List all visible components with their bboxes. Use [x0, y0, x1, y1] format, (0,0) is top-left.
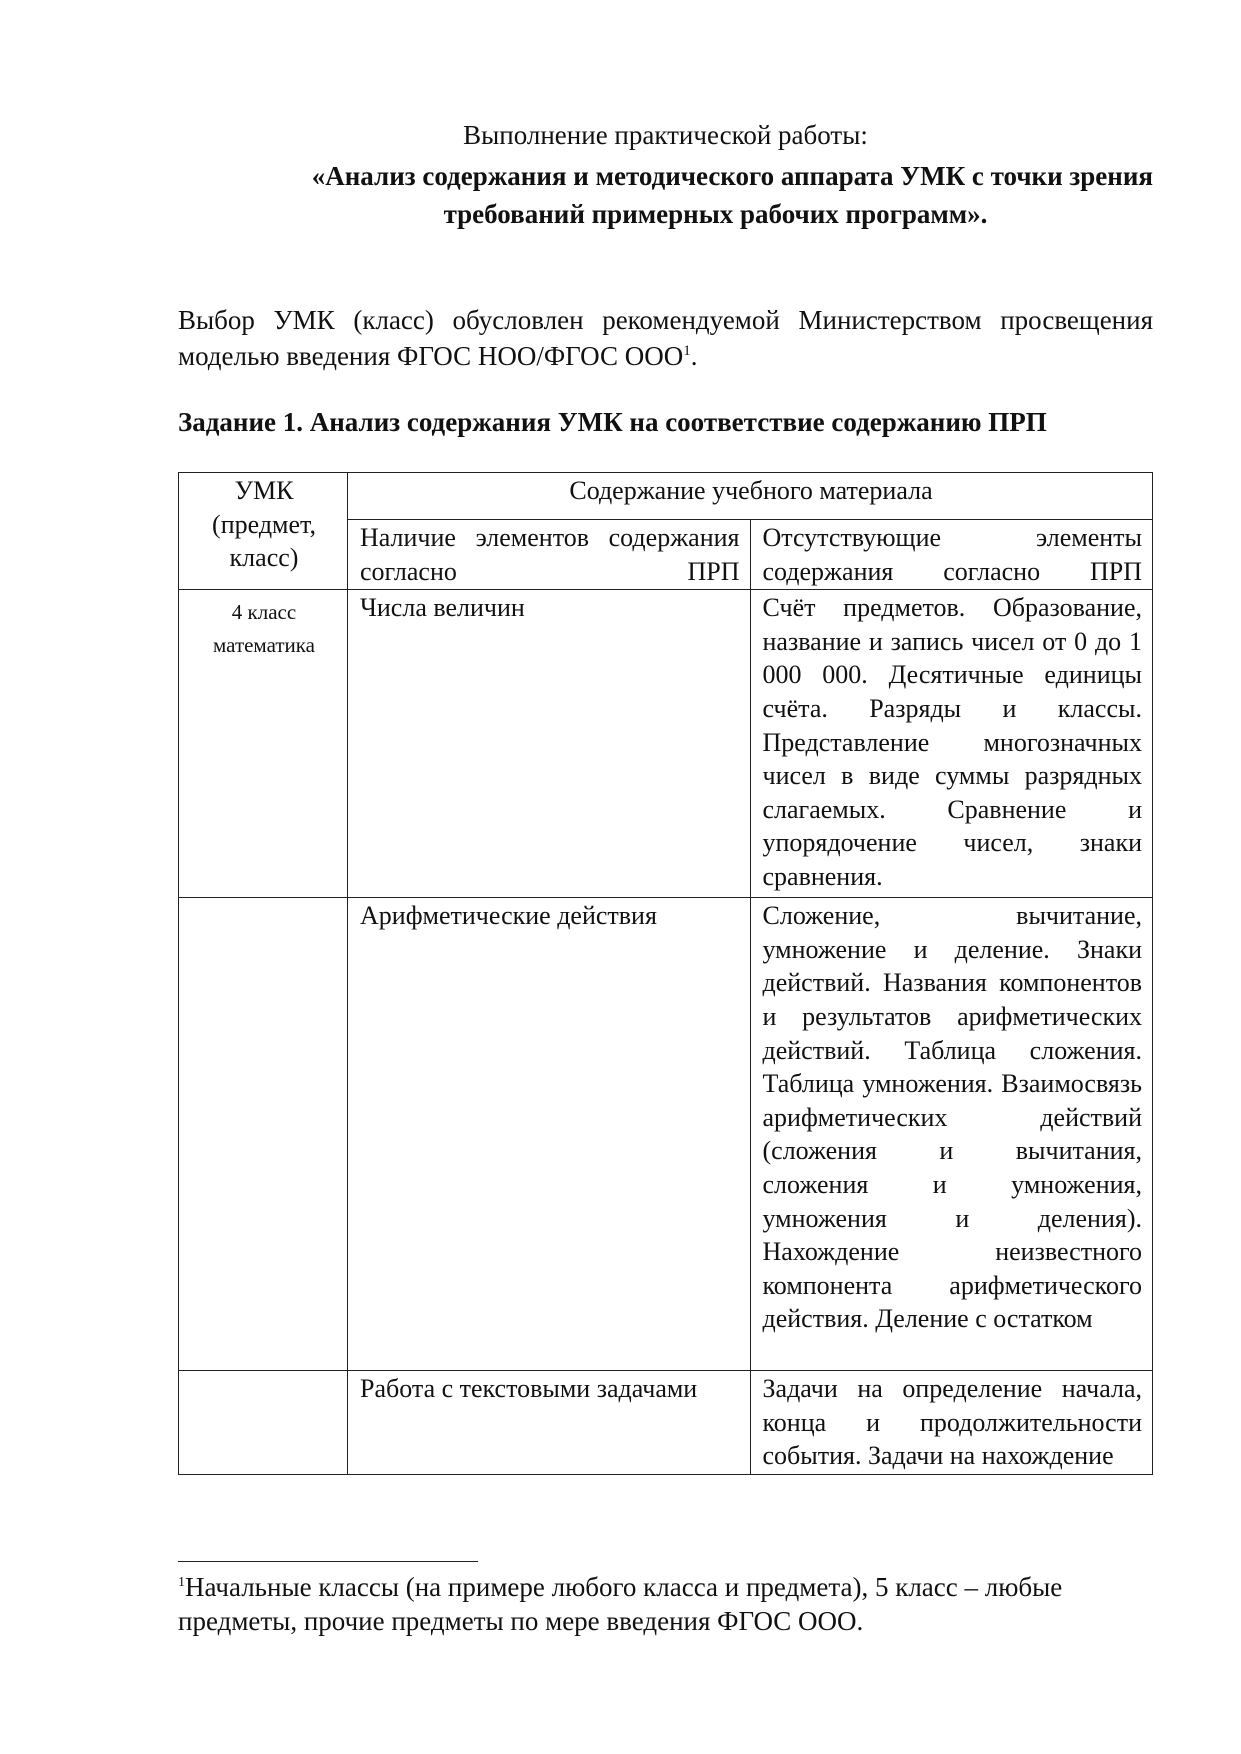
present-cell: Работа с текстовыми задачами: [348, 1371, 751, 1475]
table-header-row: [179, 473, 1153, 520]
footnote-marker: 1: [178, 1575, 185, 1590]
footnote-text: Начальные классы (на примере любого класса и предмета), 5 класс – любые предметы, прочие предметы по мере введения ФГОС ООО.: [178, 1572, 1063, 1636]
umk-subject: математика: [213, 633, 315, 658]
present-cell: Арифметические действия: [348, 898, 751, 1371]
umk-cell: [179, 898, 348, 1371]
work-title-line-2: требований примерных рабочих программ».: [443, 199, 988, 229]
header-content: Содержание учебного материала: [348, 473, 1153, 520]
missing-cell: Счёт предметов. Образование, название и запись чисел от 0 до 1 000 000. Десятичные единицы счёта. Разряды и классы. Представление многозначных чисел в виде суммы разрядных слагаемых. Сравнение и упорядочение чисел, знаки сравнения.: [750, 590, 1153, 898]
intro-paragraph: [178, 302, 1153, 374]
missing-cell: Сложение, вычитание, умножение и деление. Знаки действий. Названия компонентов и результатов арифметических действий. Таблица сложения. Таблица умножения. Взаимосвязь арифметических действий (сложения и вычитания, сложения и умножения, умножения и деления). Нахождение неизвестного компонента арифметического действия. Деление с остатком: [750, 898, 1153, 1371]
header-missing: Отсутствующие элементы содержания согласно ПРП: [750, 520, 1153, 590]
missing-cell: Задачи на определение начала, конца и продолжительности события. Задачи на нахождение: [750, 1371, 1153, 1475]
umk-cell: [179, 590, 348, 898]
present-cell: Числа величин: [348, 590, 751, 898]
umk-analysis-table: [178, 472, 1153, 1475]
table-row: [179, 898, 1153, 1371]
intro-end: .: [690, 341, 698, 371]
umk-cell: [179, 1371, 348, 1475]
work-title-line-1: «Анализ содержания и методического аппарата УМК с точки зрения: [311, 161, 1153, 191]
practical-work-heading: Выполнение практической работы:: [463, 120, 868, 150]
header-present: Наличие элементов содержания согласно ПРП: [348, 520, 751, 590]
header-umk: УМК (предмет, класс): [179, 473, 348, 590]
footnote: [178, 1570, 1153, 1638]
footnote-reference: 1: [683, 343, 691, 359]
work-title: [178, 157, 1153, 233]
umk-class: 4 класс: [231, 600, 297, 625]
footnote-separator: [178, 1561, 478, 1562]
table-row: [179, 1371, 1153, 1475]
task-title: Задание 1. Анализ содержания УМК на соответствие содержанию ПРП: [178, 407, 1047, 437]
table-row: [179, 590, 1153, 898]
intro-text: Выбор УМК (класс) обусловлен рекомендуемой Министерством просвещения моделью введения ФГОС НОО/ФГОС ООО: [178, 305, 1153, 371]
